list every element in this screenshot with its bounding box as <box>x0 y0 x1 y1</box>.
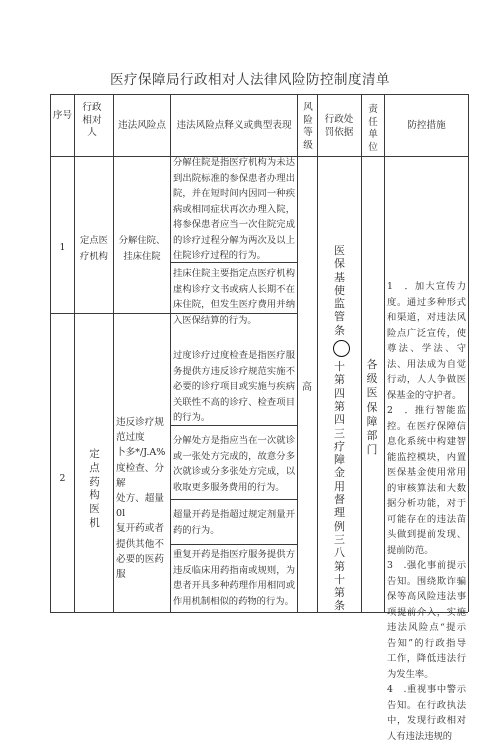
header-measures: 防控措施 <box>407 120 446 131</box>
row2-seq: 2 <box>59 473 66 484</box>
row2-explain-1: 过度诊疗过度检查是指医疗服务提供方违反诊疗规范实施不必要的诊疗项目或实施与疾病关联性不高的诊疗、检查项目的行为。 <box>173 350 295 423</box>
col-divider-level <box>317 94 318 612</box>
penalty-basis-top: 医保基使监管条 <box>334 244 345 337</box>
row2-explain-2: 分解处方是指应当在一次就诊或一张处方完成的，故意分多次就诊或分多张处方完成，以收取更多服务费用的行为。 <box>173 435 295 493</box>
header-basis: 行政处罚依据 <box>324 114 354 138</box>
row2-divider-2 <box>170 499 297 500</box>
penalty-basis-bottom: 十第四第四三疗障金用督理例三八第十第条 <box>334 360 345 613</box>
circle-mark-icon <box>333 340 350 357</box>
col-divider-explain <box>297 94 298 612</box>
header-seq: 序号 <box>52 110 73 121</box>
row2-divider-3 <box>170 544 297 545</box>
row1-explain-1: 分解住院是指医疗机构为未达到出院标准的参保患者办理出院，并在短时间内因同一种疾病或相同症状再次办理入院，将参保患者应当一次住院完成的诊疗过程分解为两次及以上住院诊疗过程的行为。 <box>173 157 295 261</box>
row1-point: 分解住院、挂床住院 <box>118 235 166 262</box>
col-divider-seq <box>74 94 75 612</box>
row2-point: 违反诊疗规范过度 卜多*/J.A% 度检查、分解 处方、超量 0l 复开药或者 提供其他不 必要的医药 服 <box>116 417 166 581</box>
col-divider-basis <box>361 94 362 612</box>
measure-item: 2 ．推行智能监控。在医疗保障信息化系统中构建智能监控模块，内置医保基金使用常用的审核算法和大数据分析功能，对于可能存在的违法苗头做到提前发现、提前防范。 <box>387 405 466 556</box>
page-title: 医疗保障局行政相对人法律风险防控制度清单 <box>110 72 390 88</box>
row2-explain-4: 重复开药是指医疗服务提供方违反临床用药指南或规则，为患者开具多种药理作用相同或作用机制相似的药物的行为。 <box>173 549 295 607</box>
measures-list <box>387 279 466 744</box>
col-divider-unit <box>384 94 385 612</box>
row1-subject: 定点医疗机构 <box>80 235 108 262</box>
risk-level: 高 <box>302 382 312 393</box>
measure-item: 1 ．加大宣传力度。通过多种形式和渠道，对违法风险点广泛宣传，使尊法、学法、守法、用法成为自觉行动，人人争做医保基金的守护者。 <box>387 281 466 401</box>
measure-item: 3 .强化事前提示告知。围绕欺诈骗保等高风险违法事项提前介入，实施违法风险点“提示告知”的行政指导工作，降低违法行为发生率。 <box>387 560 466 680</box>
responsible-unit: 各级医保障部门 <box>366 358 378 457</box>
header-explain: 违法风险点释义或典型表现 <box>176 120 292 131</box>
header-point: 违法风险点 <box>118 120 166 131</box>
header-unit: 责任单位 <box>368 104 378 153</box>
table-right-border <box>468 94 469 612</box>
col-divider-subject <box>113 94 114 612</box>
table-left-border <box>50 94 51 612</box>
row1-explain-2: 挂床住院主要指定点医疗机构虚构诊疗文书或病人长期不在床住院，但发生医疗费用并纳入医保结算的行为。 <box>173 268 295 326</box>
header-subject: 行政相对人 <box>82 102 102 138</box>
col-divider-point <box>170 94 171 612</box>
row1-seq: 1 <box>59 242 66 253</box>
penalty-basis <box>333 244 346 613</box>
row2-explain-3: 超量开药是指超过规定剂量开药的行为。 <box>173 509 295 536</box>
row2-subject: 定点药构医机 <box>89 448 100 529</box>
header-level: 风险等级 <box>303 102 313 151</box>
measure-item: 4 .重视事中警示告知。在行政执法中，发现行政相对人有违法违规的 <box>387 684 466 742</box>
